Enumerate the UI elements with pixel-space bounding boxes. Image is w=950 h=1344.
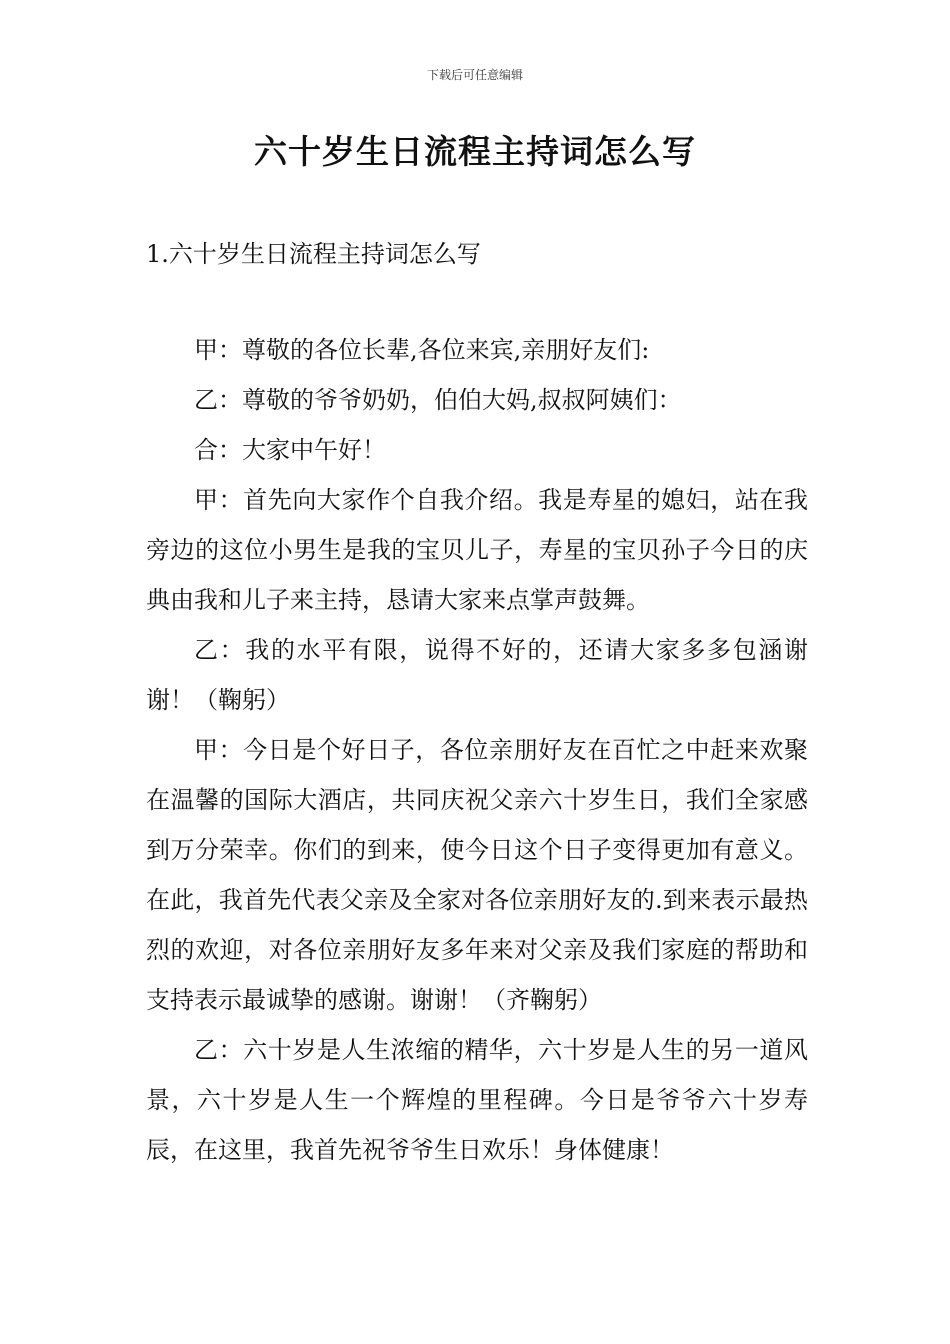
paragraph: 乙：尊敬的爷爷奶奶，伯伯大妈,叔叔阿姨们： [194,386,682,414]
paragraph: 甲：今日是个好日子，各位亲朋好友在百忙之中赶来欢聚在温馨的国际大酒店，共同庆祝父亲六十岁生日，我们全家感到万分荣幸。你们的到来，使今日这个日子变得更加有意义。在此，我首先代表父亲及全家对各位亲朋好友的.到来表示最热烈的欢迎，对各位亲朋好友多年来对父亲及我们家庭的帮助和支持表示最诚挚的感谢。谢谢！（齐鞠躬） [146,736,808,1014]
section-heading: 1.六十岁生日流程主持词怎么写 [146,240,481,268]
paragraph: 乙：我的水平有限，说得不好的，还请大家多多包涵谢谢！（鞠躬） [146,636,808,714]
paragraph: 甲：首先向大家作个自我介绍。我是寿星的媳妇，站在我旁边的这位小男生是我的宝贝儿子，寿星的宝贝孙子今日的庆典由我和儿子来主持，恳请大家来点掌声鼓舞。 [146,486,808,614]
document-body [146,325,808,1175]
paragraph: 乙：六十岁是人生浓缩的精华，六十岁是人生的另一道风景，六十岁是人生一个辉煌的里程碑。今日是爷爷六十岁寿辰，在这里，我首先祝爷爷生日欢乐！身体健康！ [146,1036,808,1164]
header-note: 下载后可任意编辑 [426,68,523,82]
paragraph: 甲：尊敬的各位长辈,各位来宾,亲朋好友们: [194,336,650,364]
paragraph: 合：大家中午好！ [194,436,386,464]
document-title: 六十岁生日流程主持词怎么写 [254,132,696,171]
